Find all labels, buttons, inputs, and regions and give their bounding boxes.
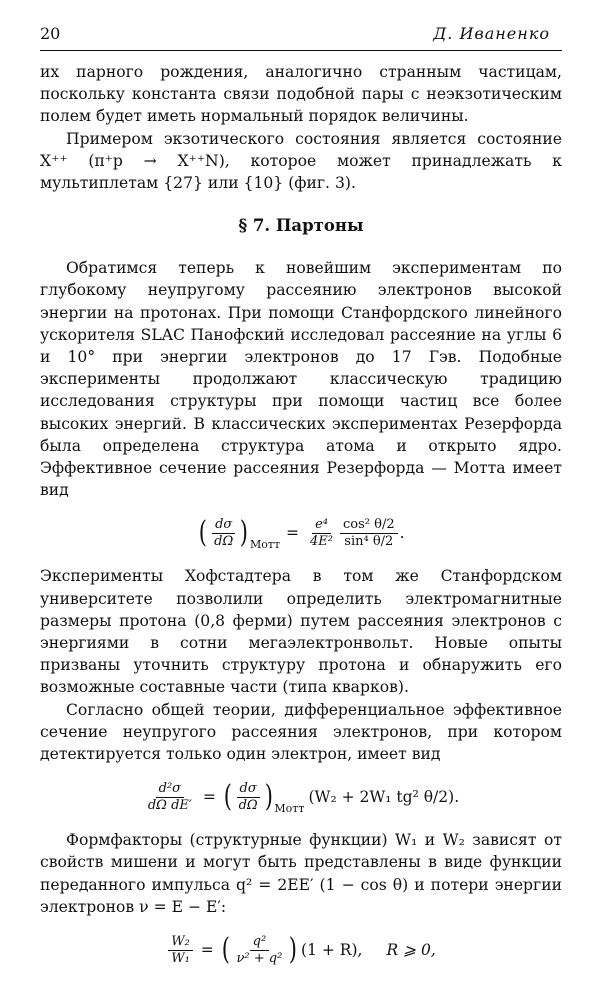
fraction: $\frac{\text{q²}}{\text{ν² + q²}}$ bbox=[236, 933, 283, 966]
paragraph-experiments: Обратимся теперь к новейшим экспериментам по глубокому неупругому рассеянию электронов высокой энергии на протонах. При помощи Станфордского линейного ускорителя SLAC Панофский исследовал рассеяние на углы 6 и 10° при энергии электронов до 17 Гэв. Подобные эксперименты продолжают классическую традицию исследования структуры при помощи частиц все более высоких энергий. В классических экспериментах Резерфорда была определена структура атома и открыто ядро. Эффективное сечение рассеяния Резерфорда — Мотта имеет вид bbox=[40, 259, 562, 500]
equation-ratio: $\frac{\text{W₂}}{\text{W₁}}$ = ( $\frac{\text{q²}}{\text{ν² + q²}}$ ) (1 + R), R ⩾ 0, bbox=[40, 930, 562, 970]
paren-right: ) bbox=[289, 932, 298, 968]
paren-left: ( bbox=[199, 515, 208, 551]
paren-left: ( bbox=[221, 932, 230, 968]
fraction: $\frac{\text{d²σ}}{\text{dΩ dE′}}$ bbox=[147, 780, 192, 813]
paren-right: ) bbox=[264, 779, 273, 815]
paragraph-form-factors: Формфакторы (структурные функции) W₁ и W₂ зависят от свойств мишени и могут быть представлены в виде функции переданного импульса q² = 2EE′ (1 − cos θ) и потери энергии электронов ν = E − E′: bbox=[40, 831, 562, 916]
equation-inelastic: $\frac{\text{d²σ}}{\text{dΩ dE′}}$ = ( $\frac{d\sigma}{d\Omega}$ ) Мотт (W₂ + 2W₁ tg² θ/2). bbox=[40, 777, 562, 817]
paren-right: ) bbox=[240, 515, 249, 551]
paren-left: ( bbox=[223, 779, 232, 815]
paragraph-general-theory: Согласно общей теории, дифференциальное эффективное сечение неупругого рассеяния электронов, при котором детектируется только один электрон, имеет вид bbox=[40, 700, 562, 764]
fraction: $\frac{d\sigma}{d\Omega}$ bbox=[236, 781, 261, 814]
fraction: $\frac{d\sigma}{d\Omega}$ bbox=[211, 517, 236, 550]
equation-mott: ( $\frac{d\sigma}{d\Omega}$ ) Мотт = $\frac{\text{e⁴}}{\text{4E²}}$ $\frac{\text{cos² θ/2}}{\text{sin⁴ θ/2}}$ . bbox=[199, 515, 405, 552]
fraction: $\frac{\text{cos² θ/2}}{\text{sin⁴ θ/2}}$ bbox=[340, 517, 398, 550]
fraction: $\frac{\text{e⁴}}{\text{4E²}}$ bbox=[310, 516, 334, 549]
paragraph-hofstadter: Эксперименты Хофстадтера в том же Станфордском университете позволили определить электромагнитные размеры протона (0,8 ферми) путем рассеяния электронов с энергиями в сотни мегаэлектронвольт. Новые опыты призваны уточнить структуру протона и обнаружить его возможные составные части (типа кварков). bbox=[40, 567, 562, 697]
paragraph-continuation: их парного рождения, аналогично странным частицам, поскольку константа связи подобной пары с неэкзотическим полем будет иметь нормальный порядок величины. bbox=[40, 63, 562, 126]
running-head bbox=[40, 24, 562, 48]
paragraph-exotic-state: Примером экзотического состояния является состояние X⁺⁺ (π⁺p → X⁺⁺N), которое может принадлежать к мультиплетам {27} или {10} (фиг. 3). bbox=[40, 129, 562, 193]
page-number: 20 bbox=[40, 24, 61, 43]
header-rule bbox=[40, 50, 562, 51]
book-page bbox=[40, 24, 562, 982]
section-title: § 7. Партоны bbox=[238, 216, 364, 236]
fraction: $\frac{\text{W₂}}{\text{W₁}}$ bbox=[168, 934, 193, 967]
running-head-author: Д. Иваненко bbox=[433, 24, 550, 43]
